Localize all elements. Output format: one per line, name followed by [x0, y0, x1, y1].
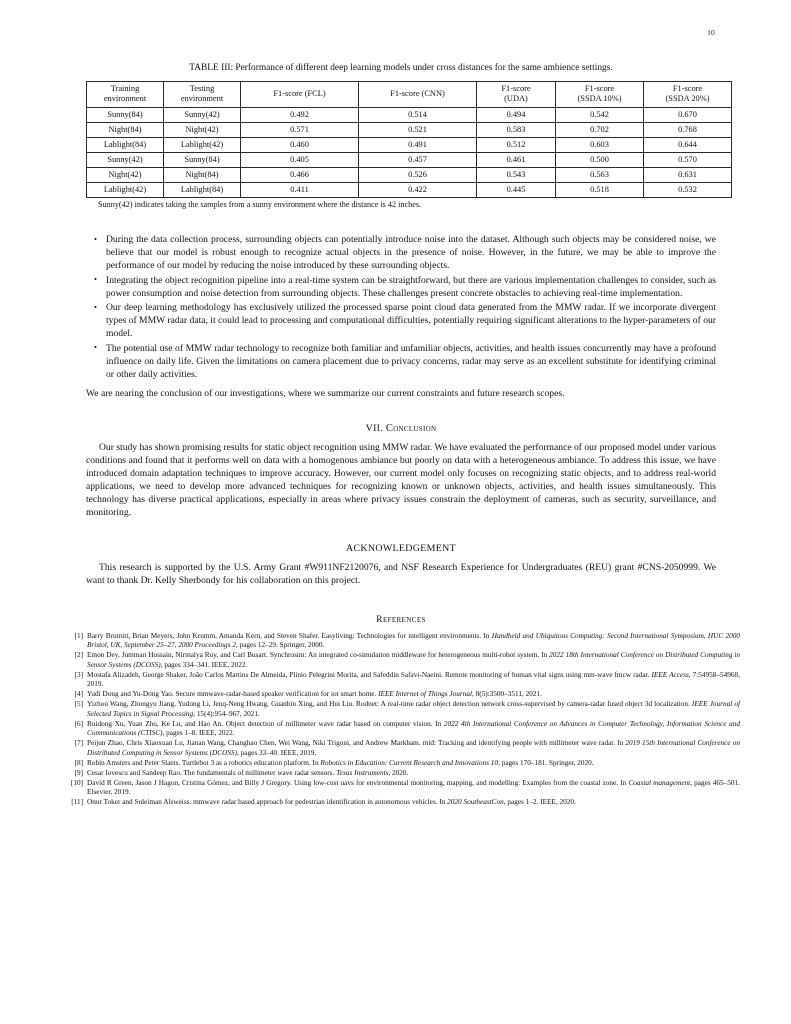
table-row — [87, 152, 732, 167]
column-header-f1-ssda20: F1-score (SSDA 20%) — [644, 82, 732, 108]
table-cell: Sunny(42) — [87, 152, 164, 167]
reference-number: [2] — [74, 651, 83, 660]
reference-text-post: , 8(5):3500–3511, 2021. — [471, 690, 542, 699]
table-cell: Night(84) — [87, 122, 164, 137]
table-cell: Lablight(84) — [164, 182, 241, 197]
table-cell: 0.583 — [477, 122, 556, 137]
reference-number: [11] — [71, 798, 83, 807]
reference-text-pre: Emon Dey, Jumman Hossain, Nirmalya Roy, and Carl Busart. Synchrosim: An integrated co-simulation middleware for heterogeneous multi-robot system. In — [87, 651, 550, 660]
table-row — [87, 167, 732, 182]
reference-item — [62, 769, 740, 778]
reference-venue: Handheld and Ubiquitous Computing: Second International Symposium, HUC 2000 Bristol, UK, September 25–27, 2000 Proceedings 2 — [87, 631, 740, 650]
table-cell: 0.532 — [644, 182, 732, 197]
table-cell: 0.571 — [241, 122, 359, 137]
table-cell: 0.445 — [477, 182, 556, 197]
reference-item — [62, 739, 740, 758]
reference-text-post: , 7:54958–54968, 2019. — [87, 670, 740, 689]
reference-text-post: , pages 1–2. IEEE, 2020. — [503, 798, 576, 807]
reference-text-post: , pages 1–8. IEEE, 2022. — [162, 729, 235, 738]
results-table — [86, 81, 732, 198]
column-header-training-environment: Training environment — [87, 82, 164, 108]
reference-text-pre: Ruidong Xu, Yuan Zhu, Ke Lu, and Hao An. Object detection of millimeter wave radar based on computer vision. In — [87, 719, 444, 728]
table-cell: Lablight(84) — [87, 137, 164, 152]
reference-number: [9] — [74, 768, 83, 777]
list-item: • Our deep learning methodology has exclusively utilized the processed sparse point cloud data generated from the MMW radar. If we incorporate divergent types of MMW radar data, it could lead to processing and computational difficulties, potentially requiring significant alterations to the hyper-parameters of our model. — [86, 302, 716, 341]
list-item: • Integrating the object recognition pipeline into a real-time system can be straightforward, but there are various implementation challenges to consider, such as power consumption and noise detection from surrounding objects. These challenges present concrete obstacles to achieving real-time implementation. — [86, 275, 716, 301]
conclusion-heading — [86, 423, 716, 434]
reference-venue: 2019 15th International Conference on Distributed Computing in Sensor Systems (DCOSS) — [87, 739, 740, 757]
reference-text-pre: Onur Toker and Suleiman Alsweiss. mmwave radar based approach for pedestrian identification in autonomous vehicles. In — [87, 798, 448, 807]
conclusion-heading-number: VII. — [365, 422, 384, 434]
column-header-f1-fcl: F1-score (FCL) — [241, 82, 359, 108]
table-cell: 0.460 — [241, 137, 359, 152]
acknowledgement-paragraph: This research is supported by the U.S. Army Grant #W911NF2120076, and NSF Research Experience for Undergraduates (REU) grant #CNS-2050999. We want to thank Dr. Kelly Sherbondy for his collaboration on this project. — [86, 561, 716, 586]
reference-item — [62, 651, 740, 670]
table-cell: Night(84) — [164, 167, 241, 182]
reference-item — [62, 690, 740, 699]
discussion-bullet-list — [86, 234, 716, 381]
reference-number: [3] — [74, 670, 83, 679]
table-row — [87, 182, 732, 197]
table-cell: 0.514 — [359, 107, 477, 122]
reference-item — [62, 632, 740, 651]
reference-text-post: , pages 12–29. Springer, 2000. — [235, 641, 325, 650]
table-cell: 0.518 — [556, 182, 644, 197]
reference-item — [62, 798, 740, 807]
table-cell: 0.570 — [644, 152, 732, 167]
table-cell: 0.603 — [556, 137, 644, 152]
reference-number: [10] — [70, 778, 83, 787]
table-cell: Night(42) — [164, 122, 241, 137]
closing-paragraph: We are nearing the conclusion of our investigations, where we summarize our current constraints and future research scopes. — [86, 387, 565, 399]
reference-item — [62, 779, 740, 798]
table-cell: 0.631 — [644, 167, 732, 182]
table-cell: 0.500 — [556, 152, 644, 167]
reference-item — [62, 759, 740, 768]
table-cell: 0.526 — [359, 167, 477, 182]
table-cell: Sunny(84) — [87, 107, 164, 122]
reference-number: [1] — [74, 631, 83, 640]
table-row — [87, 137, 732, 152]
table-cell: 0.670 — [644, 107, 732, 122]
reference-number: [4] — [74, 690, 83, 699]
table-cell: 0.466 — [241, 167, 359, 182]
reference-text-post: , 2020. — [388, 768, 409, 777]
reference-venue: IEEE Access — [651, 670, 689, 679]
conclusion-paragraph: Our study has shown promising results for static object recognition using MMW radar. We have evaluated the performance of our proposed model under various conditions and found that it performs well on data with a homogenous ambiance but poorly on data with a heterogeneous ambiance. To address this issue, we have introduced domain adaptation techniques to improve accuracy. However, our current model only focuses on recognizing static objects, and to address real-world applications, we need to develop more advanced techniques for recognizing known or unknown objects, activities, and health issues simultaneously. This technology has diverse practical applications, especially in areas where privacy issues constrain the deployment of cameras, such as security, surveillance, and monitoring. — [86, 441, 716, 518]
table-cell: 0.422 — [359, 182, 477, 197]
column-header-testing-environment: Testing environment — [164, 82, 241, 108]
reference-number: [5] — [74, 700, 83, 709]
table-cell: 0.644 — [644, 137, 732, 152]
table-cell: Lablight(42) — [87, 182, 164, 197]
reference-venue: IEEE Internet of Things Journal — [378, 690, 472, 699]
table-body — [87, 107, 732, 197]
table-cell: 0.768 — [644, 122, 732, 137]
column-header-f1-ssda10: F1-score (SSDA 10%) — [556, 82, 644, 108]
reference-venue: 2022 4th International Conference on Advances in Computer Technology, Information Science and Communications (CTISC) — [87, 719, 740, 738]
reference-number: [8] — [74, 758, 83, 767]
reference-item — [62, 720, 740, 739]
table-cell: Lablight(42) — [164, 137, 241, 152]
list-item: • The potential use of MMW radar technology to recognize both familiar and unfamiliar objects, activities, and health issues concurrently may have a profound influence on daily life. Given the limitations on camera placement due to privacy concerns, radar may serve as an excellent substitute for identifying criminal or other daily activities. — [86, 343, 716, 382]
table-cell: 0.702 — [556, 122, 644, 137]
table-cell: 0.461 — [477, 152, 556, 167]
table-cell: 0.457 — [359, 152, 477, 167]
reference-text-pre: Mostafa Alizadeh, George Shaker, João Carlos Martins De Almeida, Plinio Pelegrini Morita, and Safeddin Safavi-Naeini. Remote monitoring of human vital signs using mm-wave fmcw radar. — [87, 670, 652, 679]
table-cell: Sunny(84) — [164, 152, 241, 167]
reference-text-pre: Peijun Zhao, Chris Xiaoxuan Lu, Jianan Wang, Changhao Chen, Wei Wang, Niki Trigoni, and Andrew Markham. mid: Tracking and identifying people with millimeter wave radar. In — [87, 739, 626, 748]
table-cell: 0.521 — [359, 122, 477, 137]
reference-text-pre: Cesar Iovescu and Sandeep Rao. The fundamentals of millimeter wave radar sensors. — [87, 768, 337, 777]
reference-text-post: , 15(4):954–967, 2021. — [193, 709, 260, 718]
table-note: Sunny(42) indicates taking the samples from a sunny environment where the distance is 42 inches. — [98, 200, 422, 210]
references-heading: References — [376, 613, 426, 625]
table-row — [87, 107, 732, 122]
reference-venue: Texas Instruments — [336, 768, 389, 777]
table-cell: 0.492 — [241, 107, 359, 122]
table-cell: 0.563 — [556, 167, 644, 182]
reference-text-post: , pages 334–341. IEEE, 2022. — [160, 660, 248, 669]
reference-text-pre: David R Green, Jason J Hagon, Cristina Gómez, and Billy J Gregory. Using low-cost uavs for environmental monitoring, mapping, and modelling: Examples from the coastal zone. In — [87, 778, 629, 787]
reference-venue: IEEE Journal of Selected Topics in Signal Processing — [87, 700, 740, 718]
reference-item — [62, 671, 740, 690]
references-list — [62, 632, 740, 808]
table-row — [87, 122, 732, 137]
reference-text-pre: Robin Amsters and Peter Slaets. Turtlebot 3 as a robotics education platform. In — [87, 758, 321, 767]
reference-number: [7] — [74, 739, 83, 748]
reference-venue: 2020 SoutheastCon — [447, 798, 504, 807]
table-caption: TABLE III: Performance of different deep learning models under cross distances for the same ambience settings. — [189, 63, 613, 73]
table-cell: Sunny(42) — [164, 107, 241, 122]
list-item: • During the data collection process, surrounding objects can potentially introduce noise into the dataset. Although such objects may be considered noise, we believe that our model is robust enough to recognize actual objects in the presence of noise. However, in the future, we may be able to improve the performance of our model by reducing the noise introduced by these surrounding objects. — [86, 234, 716, 273]
reference-venue: Coastal management — [628, 778, 691, 787]
table-cell: 0.491 — [359, 137, 477, 152]
table-cell: 0.405 — [241, 152, 359, 167]
column-header-f1-cnn: F1-score (CNN) — [359, 82, 477, 108]
reference-text-pre: Yudi Dong and Yu-Dong Yao. Secure mmwave-radar-based speaker verification for iot smart home. — [87, 690, 379, 699]
column-header-f1-uda: F1-score (UDA) — [477, 82, 556, 108]
reference-text-post: , pages 465–501. Elsevier, 2019. — [87, 778, 740, 797]
reference-text-post: , pages 170–181. Springer, 2020. — [498, 758, 594, 767]
page-content — [70, 62, 740, 808]
reference-text-post: , pages 33–40. IEEE, 2019. — [237, 748, 317, 757]
reference-number: [6] — [74, 719, 83, 728]
table-cell: 0.494 — [477, 107, 556, 122]
table-header-row — [87, 82, 732, 108]
reference-text-pre: Yizhou Wang, Zhongyu Jiang, Yudong Li, Jenq-Neng Hwang, Guanbin Xing, and Hui Liu. Rodnet: A real-time radar object detection network cross-supervised by camera-radar fused object 3d localization. — [87, 700, 692, 709]
table-cell: 0.542 — [556, 107, 644, 122]
table-cell: Night(42) — [87, 167, 164, 182]
table-cell: 0.411 — [241, 182, 359, 197]
reference-item — [62, 700, 740, 719]
reference-venue: 2022 18th International Conference on Distributed Computing in Sensor Systems (DCOSS) — [87, 651, 740, 669]
reference-text-pre: Barry Brumitt, Brian Meyers, John Krumm, Amanda Kern, and Steven Shafer. Easyliving: Technologies for intelligent environments. In — [87, 631, 492, 640]
conclusion-heading-title: Conclusion — [385, 422, 437, 434]
reference-venue: Robotics in Education: Current Research and Innovations 10 — [320, 758, 499, 767]
acknowledgement-heading: ACKNOWLEDGEMENT — [345, 542, 457, 554]
table-cell: 0.543 — [477, 167, 556, 182]
page-number: 10 — [707, 28, 715, 37]
table-cell: 0.512 — [477, 137, 556, 152]
